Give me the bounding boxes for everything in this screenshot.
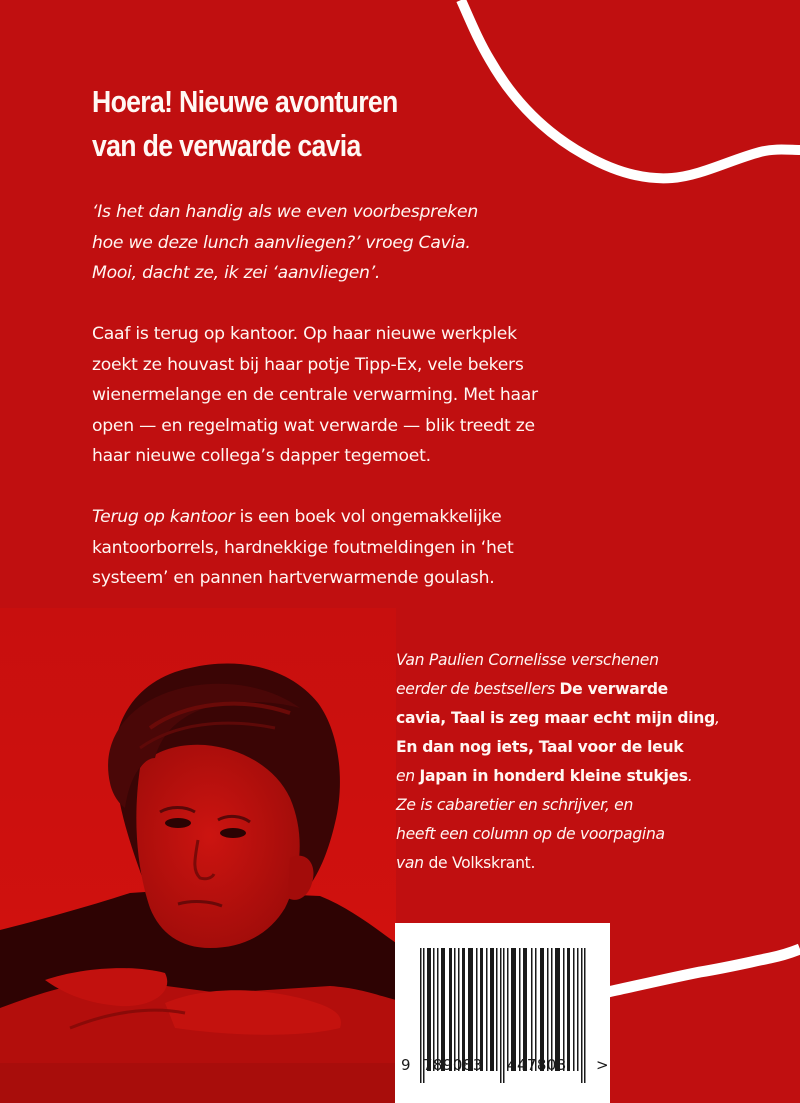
book-title: Terug op kantoor <box>92 507 235 527</box>
bio-text: . <box>687 767 693 785</box>
isbn-lead-digit: 9 <box>401 1056 411 1074</box>
newspaper-name: de Volkskrant. <box>428 854 536 872</box>
opening-quote <box>92 197 478 289</box>
headline-line-1: Hoera! Nieuwe avonturen <box>92 84 398 119</box>
blurb-line: haar nieuwe collega’s dapper tegemoet. <box>92 446 431 467</box>
isbn-group-1: 789083 <box>423 1056 483 1074</box>
bio-book-title: cavia, Taal is zeg maar echt mijn ding <box>396 709 715 727</box>
headline <box>92 80 398 168</box>
bio-text: van <box>396 854 429 872</box>
author-bio <box>396 646 720 878</box>
summary-line: kantoorborrels, hardnekkige foutmeldingen in ‘het <box>92 537 514 558</box>
isbn-barcode <box>395 923 610 1103</box>
blurb-line: wienermelange en de centrale verwarming. Met haar <box>92 385 538 406</box>
bio-text: eerder de bestsellers <box>396 680 560 698</box>
bio-book-title: Japan in honderd kleine stukjes <box>419 767 688 785</box>
bio-text: , <box>714 709 720 727</box>
blurb-line: open — en regelmatig wat verwarde — blik treedt ze <box>92 415 535 436</box>
quote-line: hoe we deze lunch aanvliegen?’ vroeg Cavia. <box>92 232 471 253</box>
bio-line <box>396 762 720 791</box>
blurb-paragraph <box>92 319 538 472</box>
quiet-zone-arrow-icon: > <box>596 1056 609 1074</box>
isbn-group-2: 447803 <box>507 1056 567 1074</box>
quote-line: ‘Is het dan handig als we even voorbespreken <box>92 202 478 222</box>
bio-line <box>396 704 720 733</box>
bio-line: heeft een column op de voorpagina <box>396 825 665 843</box>
bio-line <box>396 849 720 878</box>
author-portrait-illustration <box>0 608 396 1103</box>
bio-book-title: De verwarde <box>559 680 668 698</box>
author-photo <box>0 608 396 1103</box>
blurb-line: zoekt ze houvast bij haar potje Tipp-Ex, vele bekers <box>92 354 524 375</box>
summary-text: is een boek vol ongemakkelijke <box>234 507 502 527</box>
book-summary-paragraph <box>92 502 513 594</box>
headline-line-2: van de verwarde cavia <box>92 128 361 163</box>
bio-line: Van Paulien Cornelisse verschenen <box>396 651 659 669</box>
summary-line <box>92 502 513 533</box>
blurb-line: Caaf is terug op kantoor. Op haar nieuwe werkplek <box>92 324 517 344</box>
summary-line: systeem’ en pannen hartverwarmende goulash. <box>92 568 495 589</box>
bio-line: En dan nog iets, Taal voor de leuk <box>396 738 684 756</box>
quote-line: Mooi, dacht ze, ik zei ‘aanvliegen’. <box>92 263 381 284</box>
bio-text: en <box>396 767 420 785</box>
bio-line: Ze is cabaretier en schrijver, en <box>396 796 634 814</box>
bio-line <box>396 675 720 704</box>
